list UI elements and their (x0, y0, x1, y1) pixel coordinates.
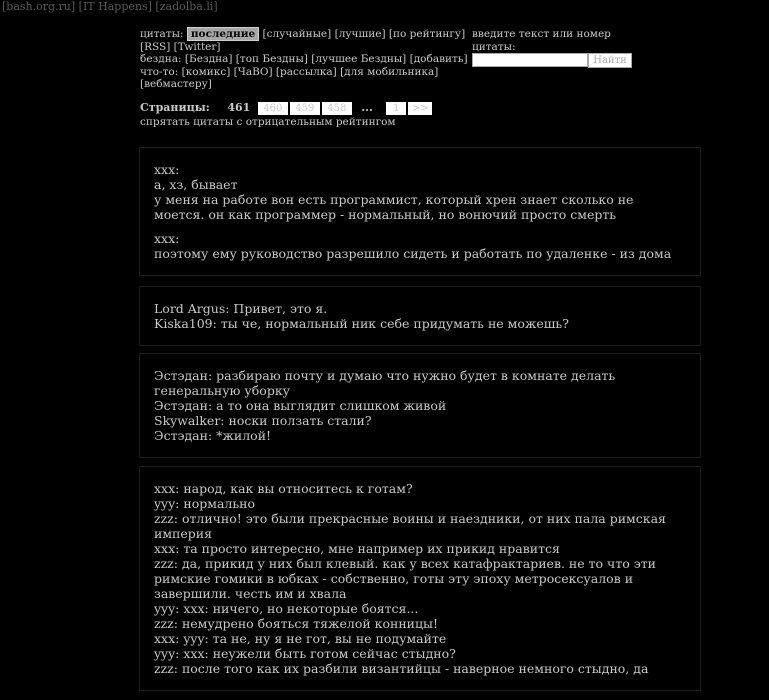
menu-random-link[interactable]: [случайные] (262, 28, 332, 40)
menu-abyss-label: бездна: (140, 53, 182, 65)
search-input[interactable] (472, 53, 588, 67)
quote-line: xxx: (154, 162, 180, 177)
quote-line: у меня на работе вон есть программист, который хрен знает сколько не моется. он как программер - нормальный, но вонючий просто смерть (154, 192, 634, 222)
menu-mailing-link[interactable]: [рассылка] (275, 65, 337, 78)
quote-line: xxx: (154, 231, 180, 246)
search-form (472, 28, 642, 66)
quote-line: Lord Argus: Привет, это я. (154, 301, 328, 316)
quote-paragraph (154, 231, 686, 261)
quote-card (139, 147, 701, 276)
quote-line: Эстэдан: а то она выглядит слишком живой (154, 398, 447, 413)
menu-abyss-best-link[interactable]: [лучшее Бездны] (311, 53, 407, 65)
search-label: введите текст или номер цитаты: (472, 28, 611, 53)
quote-line: Kiska109: ты че, нормальный ник себе придумать не можешь? (154, 316, 569, 331)
quote-line: поэтому ему руководство разрешило сидеть и работать по удаленке - из дома (154, 246, 672, 261)
pagination-ellipsis: ... (361, 101, 373, 114)
quote-line: Эстэдан: *жилой! (154, 428, 272, 443)
quote-line: zzz: отлично! это были прекрасные воины и наездники, от них пала римская империя (154, 511, 666, 541)
main-menu (140, 28, 475, 91)
quote-line: yyy: xxx: неужели быть готом сейчас стыдно? (154, 646, 456, 661)
pagination (140, 101, 432, 115)
menu-misc-label: что-то: (140, 65, 179, 78)
menu-webmaster-link[interactable]: [вебмастеру] (140, 78, 212, 90)
quote-line: yyy: нормально (154, 496, 256, 511)
menu-faq-link[interactable]: [ЧаВО] (233, 65, 273, 78)
quote-line: xxx: та просто интересно, мне например их прикид нравится (154, 541, 560, 556)
menu-add-link[interactable]: [добавить] (409, 53, 468, 65)
quote-line: zzz: немудрено бояться тяжелой конницы! (154, 616, 439, 631)
quote-paragraph (154, 368, 686, 443)
quote-paragraph (154, 162, 686, 222)
menu-mobile-link[interactable]: [для мобильника] (340, 65, 439, 78)
site-link-zadolba[interactable]: [zadolba.li] (155, 0, 218, 13)
quote-card (139, 286, 701, 346)
menu-quotes-label: цитаты: (140, 28, 184, 40)
site-link-bash[interactable]: [bash.org.ru] (2, 0, 76, 13)
pagination-page-link[interactable]: 458 (322, 102, 352, 115)
quote-line: xxx: народ, как вы относитесь к готам? (154, 481, 413, 496)
quote-line: а, хз, бывает (154, 177, 238, 192)
top-site-links (2, 0, 218, 13)
quote-line: zzz: да, прикид у них был клевый. как у всех катафрактариев. не то что эти римские гомики в юбках - собственно, готы эту эпоху метросексуалов и завершили. честь им и хвала (154, 556, 656, 601)
quote-line: Skywalker: носки ползать стали? (154, 413, 372, 428)
quote-line: zzz: после того как их разбили византийцы - наверное немного стыдно, да (154, 661, 649, 676)
quote-line: yyy: xxx: ничего, но некоторые боятся... (154, 601, 419, 616)
quote-paragraph (154, 301, 686, 331)
menu-rss-link[interactable]: [RSS] (140, 40, 171, 53)
quote-card (139, 353, 701, 458)
search-button[interactable]: Найти (588, 53, 632, 68)
pagination-label: Страницы: (140, 101, 210, 114)
pagination-current: 461 (227, 101, 251, 114)
quote-line: xxx: yyy: та не, ну я не гот, вы не подумайте (154, 631, 447, 646)
site-link-ithappens[interactable]: [IT Happens] (78, 0, 152, 13)
menu-abyss-top-link[interactable]: [топ Бездны] (235, 53, 308, 65)
menu-comics-link[interactable]: [комикс] (181, 65, 231, 78)
quote-card (139, 466, 701, 691)
quote-paragraph (154, 481, 686, 676)
pagination-page-link[interactable]: 459 (290, 102, 320, 115)
menu-twitter-link[interactable]: [Twitter] (173, 40, 221, 53)
menu-best-link[interactable]: [лучшие] (334, 28, 386, 40)
hide-negative-link[interactable] (140, 116, 396, 128)
menu-rating-link[interactable]: [по рейтингу] (388, 28, 466, 40)
pagination-next-link[interactable]: >> (408, 102, 432, 115)
quote-line: Эстэдан: разбираю почту и думаю что нужно будет в комнате делать генеральную уборку (154, 368, 616, 398)
hide-negative-text[interactable]: спрятать цитаты с отрицательным рейтингом (140, 116, 396, 128)
menu-latest-button[interactable]: последние (187, 27, 259, 41)
pagination-first-link[interactable]: 1 (386, 102, 406, 115)
pagination-page-link[interactable]: 460 (258, 102, 288, 115)
menu-abyss-link[interactable]: [Бездна] (184, 53, 233, 65)
